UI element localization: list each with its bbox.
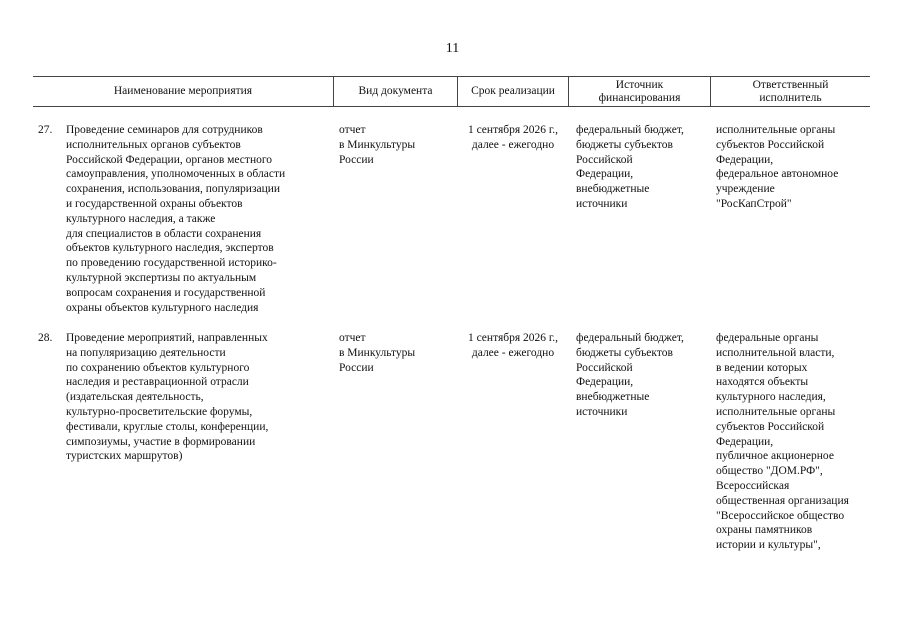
deadline-cell: 1 сентября 2026 г., далее - ежегодно <box>467 332 559 359</box>
column-header-deadline: Срок реализации <box>471 85 555 97</box>
column-header-responsible-executor: Ответственный исполнитель <box>752 78 829 104</box>
page-number: 11 <box>445 41 460 56</box>
event-name-cell: Проведение семинаров для сотрудников исполнительных органов субъектов Российской Федерации, органов местного самоуправления, уполномоченных в области сохранения, использования, популяризации и государственной охраны объектов культурного наследия, а также для специалистов в области сохранения объектов культурного наследия, экспертов по проведению государственной историко- культурной экспертизы по актуальным вопросам сохранения и государственной охраны объектов культурного наследия <box>66 124 286 314</box>
funding-source-cell: федеральный бюджет, бюджеты субъектов Российской Федерации, внебюджетные источники <box>576 124 684 210</box>
funding-source-cell: федеральный бюджет, бюджеты субъектов Российской Федерации, внебюджетные источники <box>576 332 684 418</box>
responsible-executor-cell: исполнительные органы субъектов Российской Федерации, федеральное автономное учреждение "РосКапСтрой" <box>716 124 839 210</box>
document-type-cell: отчет в Минкультуры России <box>339 332 416 374</box>
responsible-executor-cell: федеральные органы исполнительной власти, в ведении которых находятся объекты культурного наследия, исполнительные органы субъектов Российской Федерации, публичное акционерное общество "ДОМ.РФ", Всероссийская общественная организация "Всероссийское общество охраны памятников истории и культуры", <box>716 332 849 552</box>
row-number: 28. <box>38 332 53 344</box>
row-number: 27. <box>38 124 53 136</box>
event-name-cell: Проведение мероприятий, направленных на популяризацию деятельности по сохранению объектов культурного наследия и реставрационной отрасли (издательская деятельность, культурно-просветительские форумы, фестивали, круглые столы, конференции, симпозиумы, участие в формировании туристских маршрутов) <box>66 332 269 463</box>
table-header-bottom-border <box>33 106 870 107</box>
column-header-funding-source: Источник финансирования <box>598 78 681 104</box>
document-type-cell: отчет в Минкультуры России <box>339 124 416 166</box>
column-header-event-name: Наименование мероприятия <box>113 85 253 97</box>
deadline-cell: 1 сентября 2026 г., далее - ежегодно <box>467 124 559 151</box>
column-header-document-type: Вид документа <box>358 85 433 97</box>
